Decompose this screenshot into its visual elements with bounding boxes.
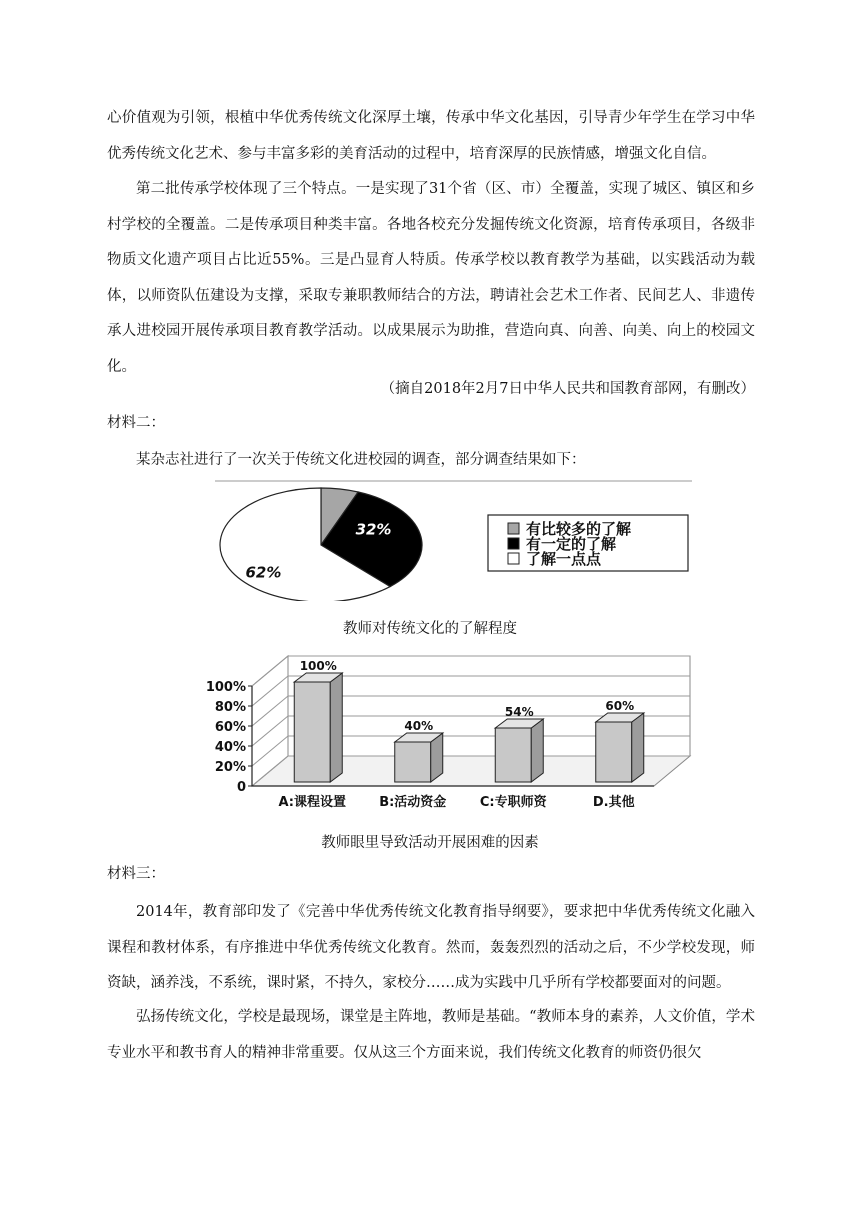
bar-side [632, 713, 644, 782]
bar-front [596, 722, 632, 782]
bar-category-label: D.其他 [592, 795, 635, 810]
material2-intro: 某杂志社进行了一次关于传统文化进校园的调查，部分调查结果如下： [136, 452, 586, 468]
bar-category-label: B:活动资金 [379, 795, 447, 810]
pie-chart-caption: 教师对传统文化的了解程度 [343, 621, 517, 637]
pie-legend-swatch [508, 523, 519, 534]
pie-data-label: 62% [245, 563, 282, 582]
bar-front [294, 682, 330, 782]
pie-legend-label: 有比较多的了解 [526, 520, 632, 538]
bar-data-label: 40% [404, 719, 434, 733]
pie-legend [488, 515, 688, 571]
pie-legend-swatch [508, 553, 519, 564]
bar-front [395, 742, 431, 782]
bar-chart-caption: 教师眼里导致活动开展困难的因素 [321, 835, 539, 851]
bar-data-label: 54% [504, 705, 534, 719]
material1-paragraph-1: 心价值观为引领，根植中华优秀传统文化深厚土壤，传承中华文化基因，引导青少年学生在学习中华优秀传统文化艺术、参与丰富多彩的美育活动的过程中，培育深厚的民族情感，增强文化自信。 [107, 110, 755, 162]
bar-data-label: 60% [605, 699, 635, 713]
material3-paragraph-2: 弘扬传统文化，学校是最现场，课堂是主阵地，教师是基础。“教师本身的素养，人文价值，学术专业水平和教书育人的精神非常重要。仅从这三个方面来说，我们传统文化教育的师资仍很欠 [107, 1009, 755, 1061]
bar-category-label: C:专职师资 [479, 795, 547, 810]
bar-category-label: A:课程设置 [278, 795, 347, 810]
bar-ytick-label: 40% [214, 740, 246, 755]
bar-data-label: 100% [299, 659, 337, 673]
pie-legend-label: 了解一点点 [526, 550, 602, 568]
material3-label: 材料三： [107, 866, 165, 882]
bar-ytick-label: 80% [214, 700, 246, 715]
material2-label: 材料二： [107, 415, 165, 431]
material1-paragraph-2: 第二批传承学校体现了三个特点。一是实现了31个省（区、市）全覆盖，实现了城区、镇区和乡村学校的全覆盖。二是传承项目种类丰富。各地各校充分发掘传统文化资源，培育传承项目，各级非物质文化遗产项目占比近55%。三是凸显育人特质。传承学校以教育教学为基础，以实践活动为载体，以师资队伍建设为支撑，采取专兼职教师结合的方法，聘请社会艺术工作者、民间艺人、非遗传承人进校园开展传承项目教育教学活动。以成果展示为助推，营造向真、向善、向美、向上的校园文化。 [107, 181, 755, 375]
bar-front [495, 728, 531, 782]
pie-legend-label: 有一定的了解 [526, 535, 617, 553]
pie-data-label: 32% [355, 520, 392, 539]
material1-source: （摘自2018年2月7日中华人民共和国教育部网，有删改） [380, 381, 755, 397]
bar-side [330, 673, 342, 782]
bar-chart [200, 650, 696, 816]
bar-ytick-label: 0 [236, 780, 246, 795]
bar-ytick-label: 20% [214, 760, 246, 775]
pie-chart [208, 479, 694, 601]
bar-ytick-label: 60% [214, 720, 246, 735]
bar-side [531, 719, 543, 782]
material3-paragraph-1: 2014年，教育部印发了《完善中华优秀传统文化教育指导纲要》，要求把中华优秀传统文化融入课程和教材体系，有序推进中华优秀传统文化教育。然而，轰轰烈烈的活动之后，不少学校发现，师资缺，涵养浅，不系统，课时紧，不持久，家校分……成为实践中几乎所有学校都要面对的问题。 [107, 904, 755, 991]
bar-ytick-label: 100% [205, 680, 246, 695]
pie-legend-swatch [508, 538, 519, 549]
